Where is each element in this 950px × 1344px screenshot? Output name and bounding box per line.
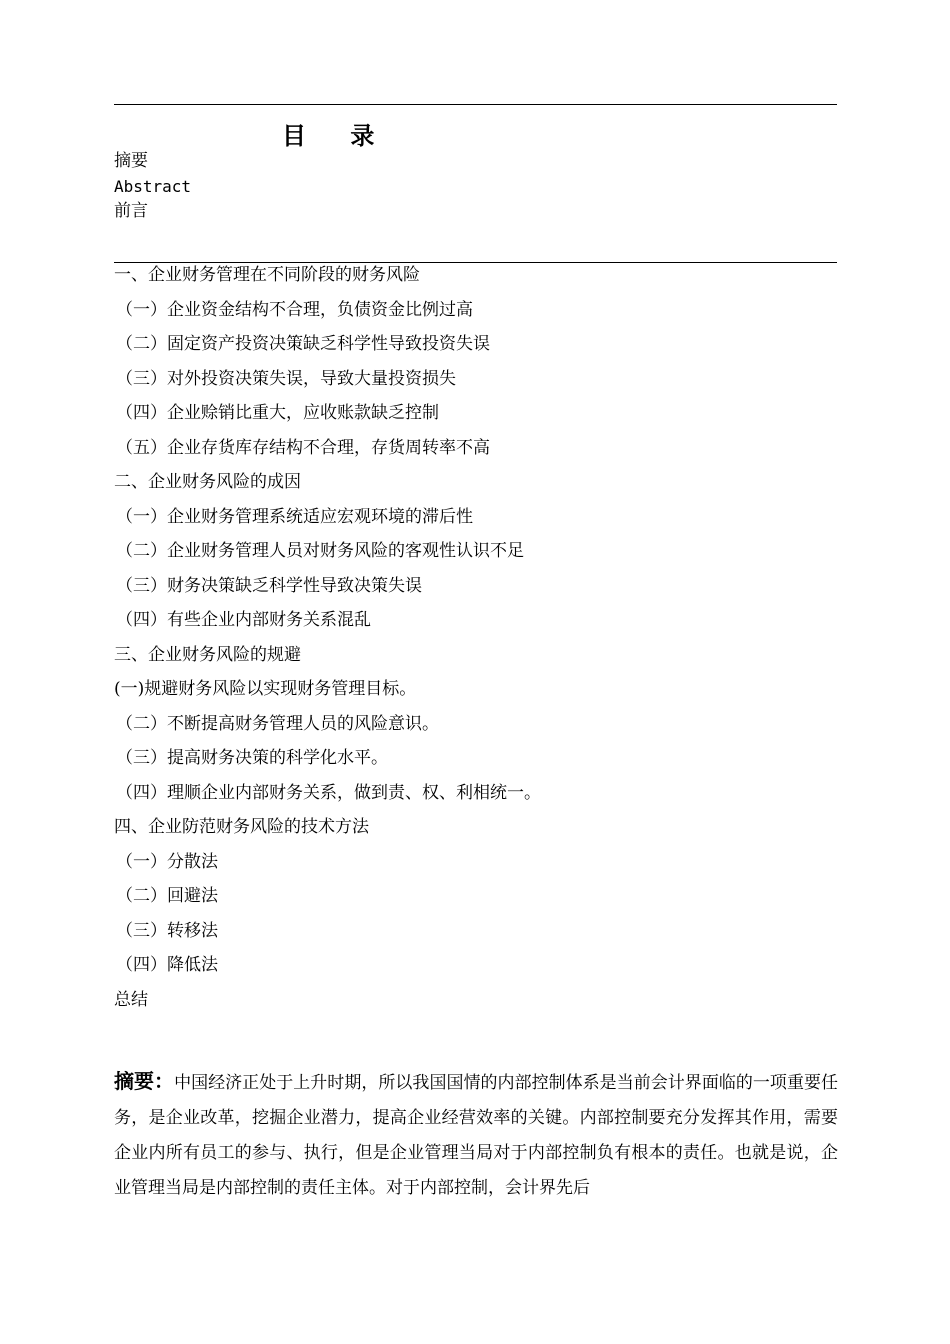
toc-front-abstract-cn: 摘要 bbox=[114, 151, 148, 171]
toc-item: (一)规避财务风险以实现财务管理目标。 bbox=[114, 679, 417, 699]
toc-item: （四）理顺企业内部财务关系，做到责、权、利相统一。 bbox=[116, 782, 541, 803]
toc-item: （一）企业资金结构不合理，负债资金比例过高 bbox=[116, 299, 473, 320]
toc-item: （三）提高财务决策的科学化水平。 bbox=[116, 748, 388, 768]
toc-summary: 总结 bbox=[114, 990, 148, 1010]
abstract-paragraph bbox=[114, 1064, 838, 1206]
toc-title: 目 录 bbox=[282, 122, 393, 150]
header-rule bbox=[114, 104, 837, 105]
toc-item: （一）企业财务管理系统适应宏观环境的滞后性 bbox=[116, 506, 473, 527]
toc-item: （一）分散法 bbox=[116, 851, 218, 872]
abstract-label: 摘要： bbox=[114, 1069, 175, 1093]
toc-item: 一、企业财务管理在不同阶段的财务风险 bbox=[114, 265, 420, 285]
toc-item: （二）固定资产投资决策缺乏科学性导致投资失误 bbox=[116, 334, 490, 354]
toc-item: （四）企业赊销比重大，应收账款缺乏控制 bbox=[116, 403, 439, 423]
toc-item: （二）不断提高财务管理人员的风险意识。 bbox=[116, 713, 439, 734]
toc-item: （五）企业存货库存结构不合理，存货周转率不高 bbox=[116, 437, 490, 458]
toc-list bbox=[114, 258, 844, 983]
toc-front-preface: 前言 bbox=[114, 201, 148, 221]
toc-item: （四）降低法 bbox=[116, 955, 218, 975]
toc-item: 二、企业财务风险的成因 bbox=[114, 472, 301, 492]
toc-item: 四、企业防范财务风险的技术方法 bbox=[114, 817, 369, 837]
toc-item: （二）企业财务管理人员对财务风险的客观性认识不足 bbox=[116, 541, 524, 561]
toc-item: （三）对外投资决策失误，导致大量投资损失 bbox=[116, 368, 456, 389]
toc-item: （三）财务决策缺乏科学性导致决策失误 bbox=[116, 575, 422, 596]
toc-item: （二）回避法 bbox=[116, 886, 218, 906]
toc-item: （四）有些企业内部财务关系混乱 bbox=[116, 610, 371, 630]
toc-item: （三）转移法 bbox=[116, 920, 218, 941]
toc-front-abstract-en: Abstract bbox=[114, 177, 192, 196]
abstract-text: 中国经济正处于上升时期，所以我国国情的内部控制体系是当前会计界面临的一项重要任务，是企业改革，挖掘企业潜力，提高企业经营效率的关键。内部控制要充分发挥其作用，需要企业内所有员工的参与、执行，但是企业管理当局对于内部控制负有根本的责任。也就是说，企业管理当局是内部控制的责任主体。对于内部控制，会计界先后 bbox=[114, 1073, 839, 1198]
toc-item: 三、企业财务风险的规避 bbox=[114, 644, 301, 665]
